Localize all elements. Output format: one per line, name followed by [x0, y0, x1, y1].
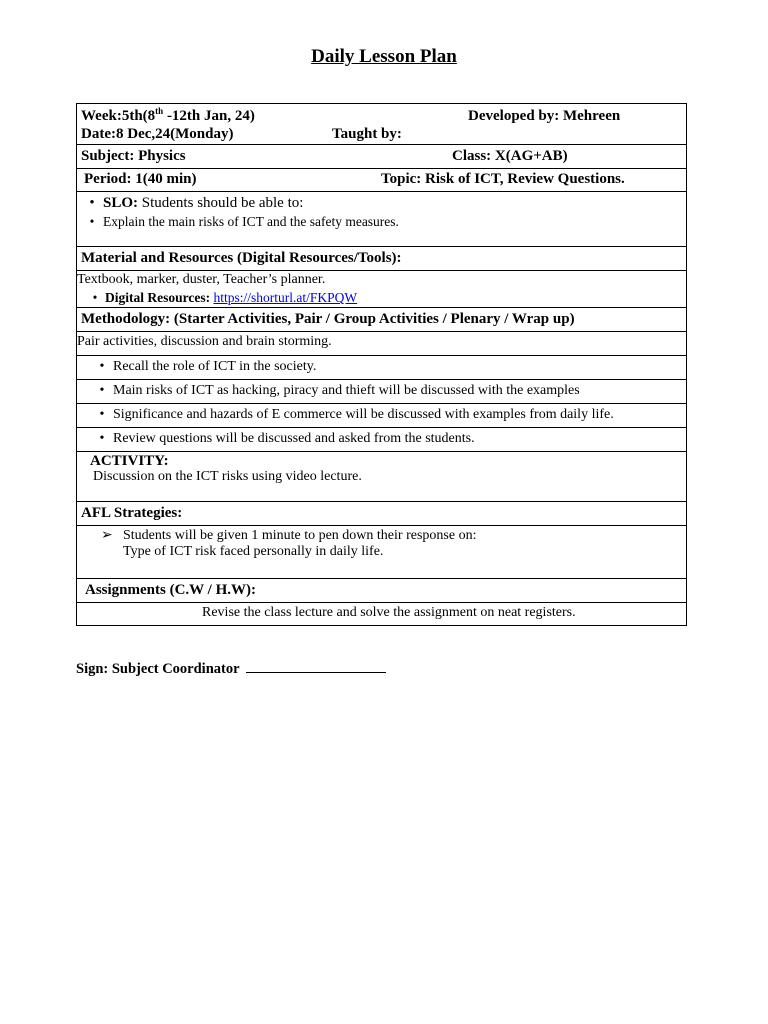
subject-field: Subject: Physics	[81, 148, 186, 164]
subject-row	[77, 145, 686, 169]
lesson-plan-table	[76, 103, 687, 626]
materials-heading-row	[77, 247, 686, 271]
assignments-heading: Assignments (C.W / H.W):	[85, 582, 256, 598]
list-item-content	[91, 407, 614, 423]
list-item-text: Main risks of ICT as hacking, piracy and thieft will be discussed with the examples	[113, 383, 580, 398]
class-field: Class: X(AG+AB)	[452, 148, 568, 164]
materials-content-row	[77, 271, 686, 308]
taught-by: Taught by:	[332, 126, 402, 142]
activity-row	[77, 452, 686, 502]
list-item-text: Significance and hazards of E commerce will be discussed with examples from daily life.	[113, 407, 614, 422]
afl-line-2: Type of ICT risk faced personally in daily life.	[123, 544, 384, 559]
afl-heading: AFL Strategies:	[81, 505, 183, 521]
week-superscript: th	[155, 106, 164, 116]
list-item-content	[91, 359, 316, 375]
list-item	[77, 380, 686, 404]
afl-heading-row	[77, 502, 686, 526]
topic-field: Topic: Risk of ICT, Review Questions.	[381, 171, 625, 187]
bullet-icon: •	[92, 290, 98, 305]
list-item	[77, 356, 686, 380]
period-field: Period: 1(40 min)	[84, 171, 197, 187]
assignments-text: Revise the class lecture and solve the assignment on neat registers.	[202, 605, 576, 620]
bullet-icon: •	[99, 407, 105, 422]
bullet-icon: •	[89, 195, 95, 211]
slo-line	[81, 195, 303, 212]
list-item-content	[91, 383, 580, 399]
assignments-heading-row	[77, 579, 686, 603]
developed-by: Developed by: Mehreen	[468, 108, 621, 124]
assignments-text-row	[77, 603, 686, 625]
week-text: Week:5th(8	[81, 108, 156, 124]
week-field	[81, 108, 255, 125]
afl-content-row	[77, 526, 686, 579]
afl-line-1: Students will be given 1 minute to pen down their response on:	[123, 528, 477, 543]
list-item-content	[91, 431, 475, 447]
activity-heading: ACTIVITY:	[90, 453, 169, 469]
digital-resources-label: Digital Resources:	[105, 290, 214, 305]
slo-label: SLO:	[103, 195, 139, 211]
bullet-icon: •	[99, 359, 105, 374]
list-item	[77, 428, 686, 452]
list-item	[77, 404, 686, 428]
slo-row	[77, 192, 686, 247]
methodology-heading-row	[77, 308, 686, 332]
signature-line	[76, 658, 386, 678]
arrow-bullet-icon: ➢	[101, 528, 113, 543]
slo-item-text: Explain the main risks of ICT and the safety measures.	[103, 214, 399, 229]
slo-item	[81, 214, 399, 230]
bullet-icon: •	[89, 214, 95, 229]
list-item-text: Recall the role of ICT in the society.	[113, 359, 317, 374]
date-field: Date:8 Dec,24(Monday)	[81, 126, 234, 142]
activity-text: Discussion on the ICT risks using video lecture.	[93, 469, 362, 484]
signature-blank[interactable]	[246, 658, 386, 673]
bullet-icon: •	[99, 383, 105, 398]
methodology-heading: Methodology: (Starter Activities, Pair / Group Activities / Plenary / Wrap up)	[81, 311, 575, 327]
materials-heading: Material and Resources (Digital Resources/Tools):	[81, 250, 402, 266]
digital-resources-line	[85, 290, 357, 306]
methodology-text-row	[77, 332, 686, 356]
list-item-text: Review questions will be discussed and asked from the students.	[113, 431, 475, 446]
week-range: -12th Jan, 24)	[163, 108, 255, 124]
afl-line	[101, 527, 476, 544]
bullet-icon: •	[99, 431, 105, 446]
slo-intro: Students should be able to:	[138, 195, 304, 211]
materials-text: Textbook, marker, duster, Teacher’s planner.	[77, 272, 326, 287]
page-title: Daily Lesson Plan	[311, 46, 457, 67]
digital-resources-link[interactable]: https://shorturl.at/FKPQW	[213, 290, 358, 305]
week-date-row	[77, 104, 686, 145]
period-row	[77, 169, 686, 192]
methodology-text: Pair activities, discussion and brain storming.	[77, 334, 332, 349]
signature-label: Sign: Subject Coordinator	[76, 661, 240, 677]
